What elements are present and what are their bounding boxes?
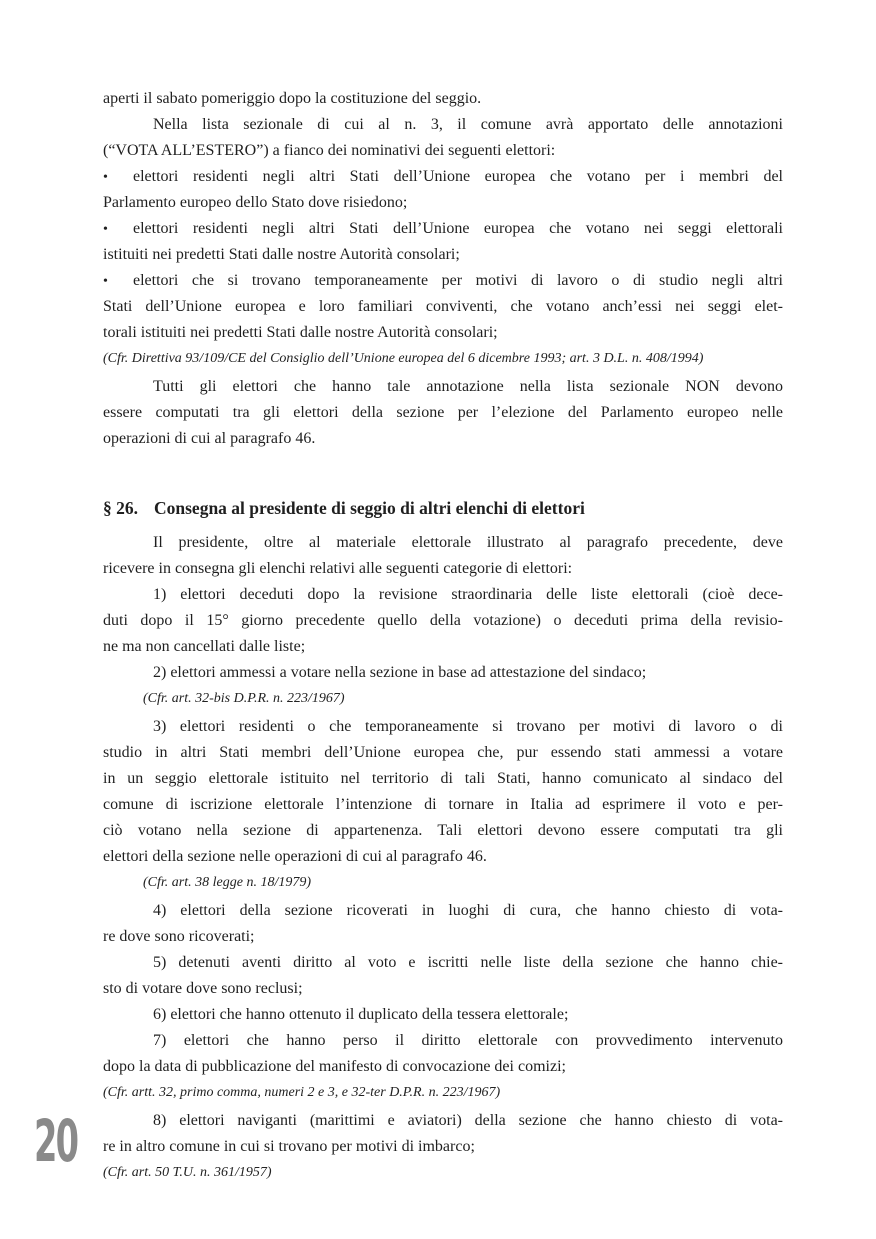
line-text: 3) elettori residenti o che temporaneamente si trovano per motivi di lavoro o di <box>153 718 783 735</box>
line-text: aperti il sabato pomeriggio dopo la costituzione del seggio. <box>103 90 482 107</box>
body-line <box>103 1134 783 1160</box>
line-text: in un seggio elettorale istituito nel territorio di tali Stati, hanno comunicato al sindaco del <box>103 770 783 787</box>
body-line <box>103 530 783 556</box>
line-text: sto di votare dove sono reclusi; <box>103 980 303 997</box>
page-number: 20 <box>34 1107 78 1175</box>
line-text: 7) elettori che hanno perso il diritto elettorale con provvedimento intervenuto <box>153 1032 783 1049</box>
line-text: elettori che si trovano temporaneamente per motivi di lavoro o di studio negli altri <box>133 272 783 289</box>
line-text: istituiti nei predetti Stati dalle nostre Autorità consolari; <box>103 246 460 263</box>
line-text: elettori residenti negli altri Stati dell’Unione europea che votano per i membri del <box>133 168 783 185</box>
line-text: operazioni di cui al paragrafo 46. <box>103 430 316 447</box>
line-text: studio in altri Stati membri dell’Unione europea che, pur essendo stati ammessi a votare <box>103 744 783 761</box>
body-line <box>103 660 783 686</box>
citation-line: (Cfr. art. 38 legge n. 18/1979) <box>143 875 311 890</box>
section-heading <box>103 494 783 522</box>
body-line <box>103 634 783 660</box>
body-line <box>103 86 783 112</box>
line-text: (“VOTA ALL’ESTERO”) a fianco dei nominativi dei seguenti elettori: <box>103 142 556 159</box>
line-text: Tutti gli elettori che hanno tale annotazione nella lista sezionale NON devono <box>153 378 783 395</box>
line-text: elettori residenti negli altri Stati dell’Unione europea che votano nei seggi elettorali <box>133 220 783 237</box>
bullet-icon: • <box>103 222 108 237</box>
line-text: ne ma non cancellati dalle liste; <box>103 638 306 655</box>
citation-line: (Cfr. art. 50 T.U. n. 361/1957) <box>103 1165 272 1180</box>
body-line <box>103 1028 783 1054</box>
line-text: 8) elettori naviganti (marittimi e aviatori) della sezione che hanno chiesto di vota- <box>153 1112 783 1129</box>
body-line <box>103 766 783 792</box>
line-text: dopo la data di pubblicazione del manifesto di convocazione dei comizi; <box>103 1058 566 1075</box>
line-text: duti dopo il 15° giorno precedente quello della votazione) o deceduti prima della revisio- <box>103 612 783 629</box>
line-text: torali istituiti nei predetti Stati dalle nostre Autorità consolari; <box>103 324 498 341</box>
line-text: Nella lista sezionale di cui al n. 3, il comune avrà apportato delle annotazioni <box>153 116 783 133</box>
body-line <box>103 1054 783 1080</box>
body-line <box>103 1002 783 1028</box>
line-text: 2) elettori ammessi a votare nella sezione in base ad attestazione del sindaco; <box>153 664 647 681</box>
line-text: comune di iscrizione elettorale l’intenzione di tornare in Italia ad esprimere il voto e per- <box>103 796 783 813</box>
body-line <box>103 112 783 138</box>
line-text: Stati dell’Unione europea e loro familiari conviventi, che votano anch’essi nei seggi elet- <box>103 298 783 315</box>
line-text: re in altro comune in cui si trovano per motivi di imbarco; <box>103 1138 475 1155</box>
body-line <box>103 216 783 242</box>
body-line <box>103 268 783 294</box>
body-line <box>103 608 783 634</box>
body-line <box>103 792 783 818</box>
body-line <box>103 582 783 608</box>
line-text: 6) elettori che hanno ottenuto il duplicato della tessera elettorale; <box>153 1006 569 1023</box>
line-text: re dove sono ricoverati; <box>103 928 255 945</box>
body-line <box>103 924 783 950</box>
line-text: 4) elettori della sezione ricoverati in luoghi di cura, che hanno chiesto di vota- <box>153 902 783 919</box>
line-text: essere computati tra gli elettori della sezione per l’elezione del Parlamento europeo nelle <box>103 404 783 421</box>
citation-line: (Cfr. art. 32-bis D.P.R. n. 223/1967) <box>143 691 345 706</box>
body-line <box>103 164 783 190</box>
line-text: 5) detenuti aventi diritto al voto e iscritti nelle liste della sezione che hanno chie- <box>153 954 783 971</box>
body-line <box>103 976 783 1002</box>
body-line <box>103 818 783 844</box>
body-line <box>103 556 783 582</box>
line-text: 1) elettori deceduti dopo la revisione straordinaria delle liste elettorali (cioè dece- <box>153 586 783 603</box>
body-line <box>103 400 783 426</box>
section-number: § 26. <box>103 498 138 518</box>
body-line <box>103 190 783 216</box>
body-line <box>103 426 783 452</box>
line-text: Parlamento europeo dello Stato dove risiedono; <box>103 194 408 211</box>
bullet-icon: • <box>103 274 108 289</box>
line-text: elettori della sezione nelle operazioni di cui al paragrafo 46. <box>103 848 487 865</box>
body-line <box>103 844 783 870</box>
citation-line: (Cfr. Direttiva 93/109/CE del Consiglio dell’Unione europea del 6 dicembre 1993; art. 3 D.L. n. 408/1994) <box>103 351 704 366</box>
body-line <box>103 242 783 268</box>
body-line <box>103 374 783 400</box>
line-text: Il presidente, oltre al materiale elettorale illustrato al paragrafo precedente, deve <box>153 534 783 551</box>
body-line <box>103 1108 783 1134</box>
body-line <box>103 320 783 346</box>
body-line <box>103 740 783 766</box>
bullet-icon: • <box>103 170 108 185</box>
body-line <box>103 294 783 320</box>
line-text: ricevere in consegna gli elenchi relativi alle seguenti categorie di elettori: <box>103 560 573 577</box>
body-line <box>103 898 783 924</box>
citation-line: (Cfr. artt. 32, primo comma, numeri 2 e 3, e 32-ter D.P.R. n. 223/1967) <box>103 1085 501 1100</box>
body-line <box>103 950 783 976</box>
line-text: ciò votano nella sezione di appartenenza. Tali elettori devono essere computati tra gli <box>103 822 783 839</box>
body-line <box>103 714 783 740</box>
body-line <box>103 138 783 164</box>
text-column <box>103 86 783 1188</box>
section-title: Consegna al presidente di seggio di altri elenchi di elettori <box>154 498 585 518</box>
